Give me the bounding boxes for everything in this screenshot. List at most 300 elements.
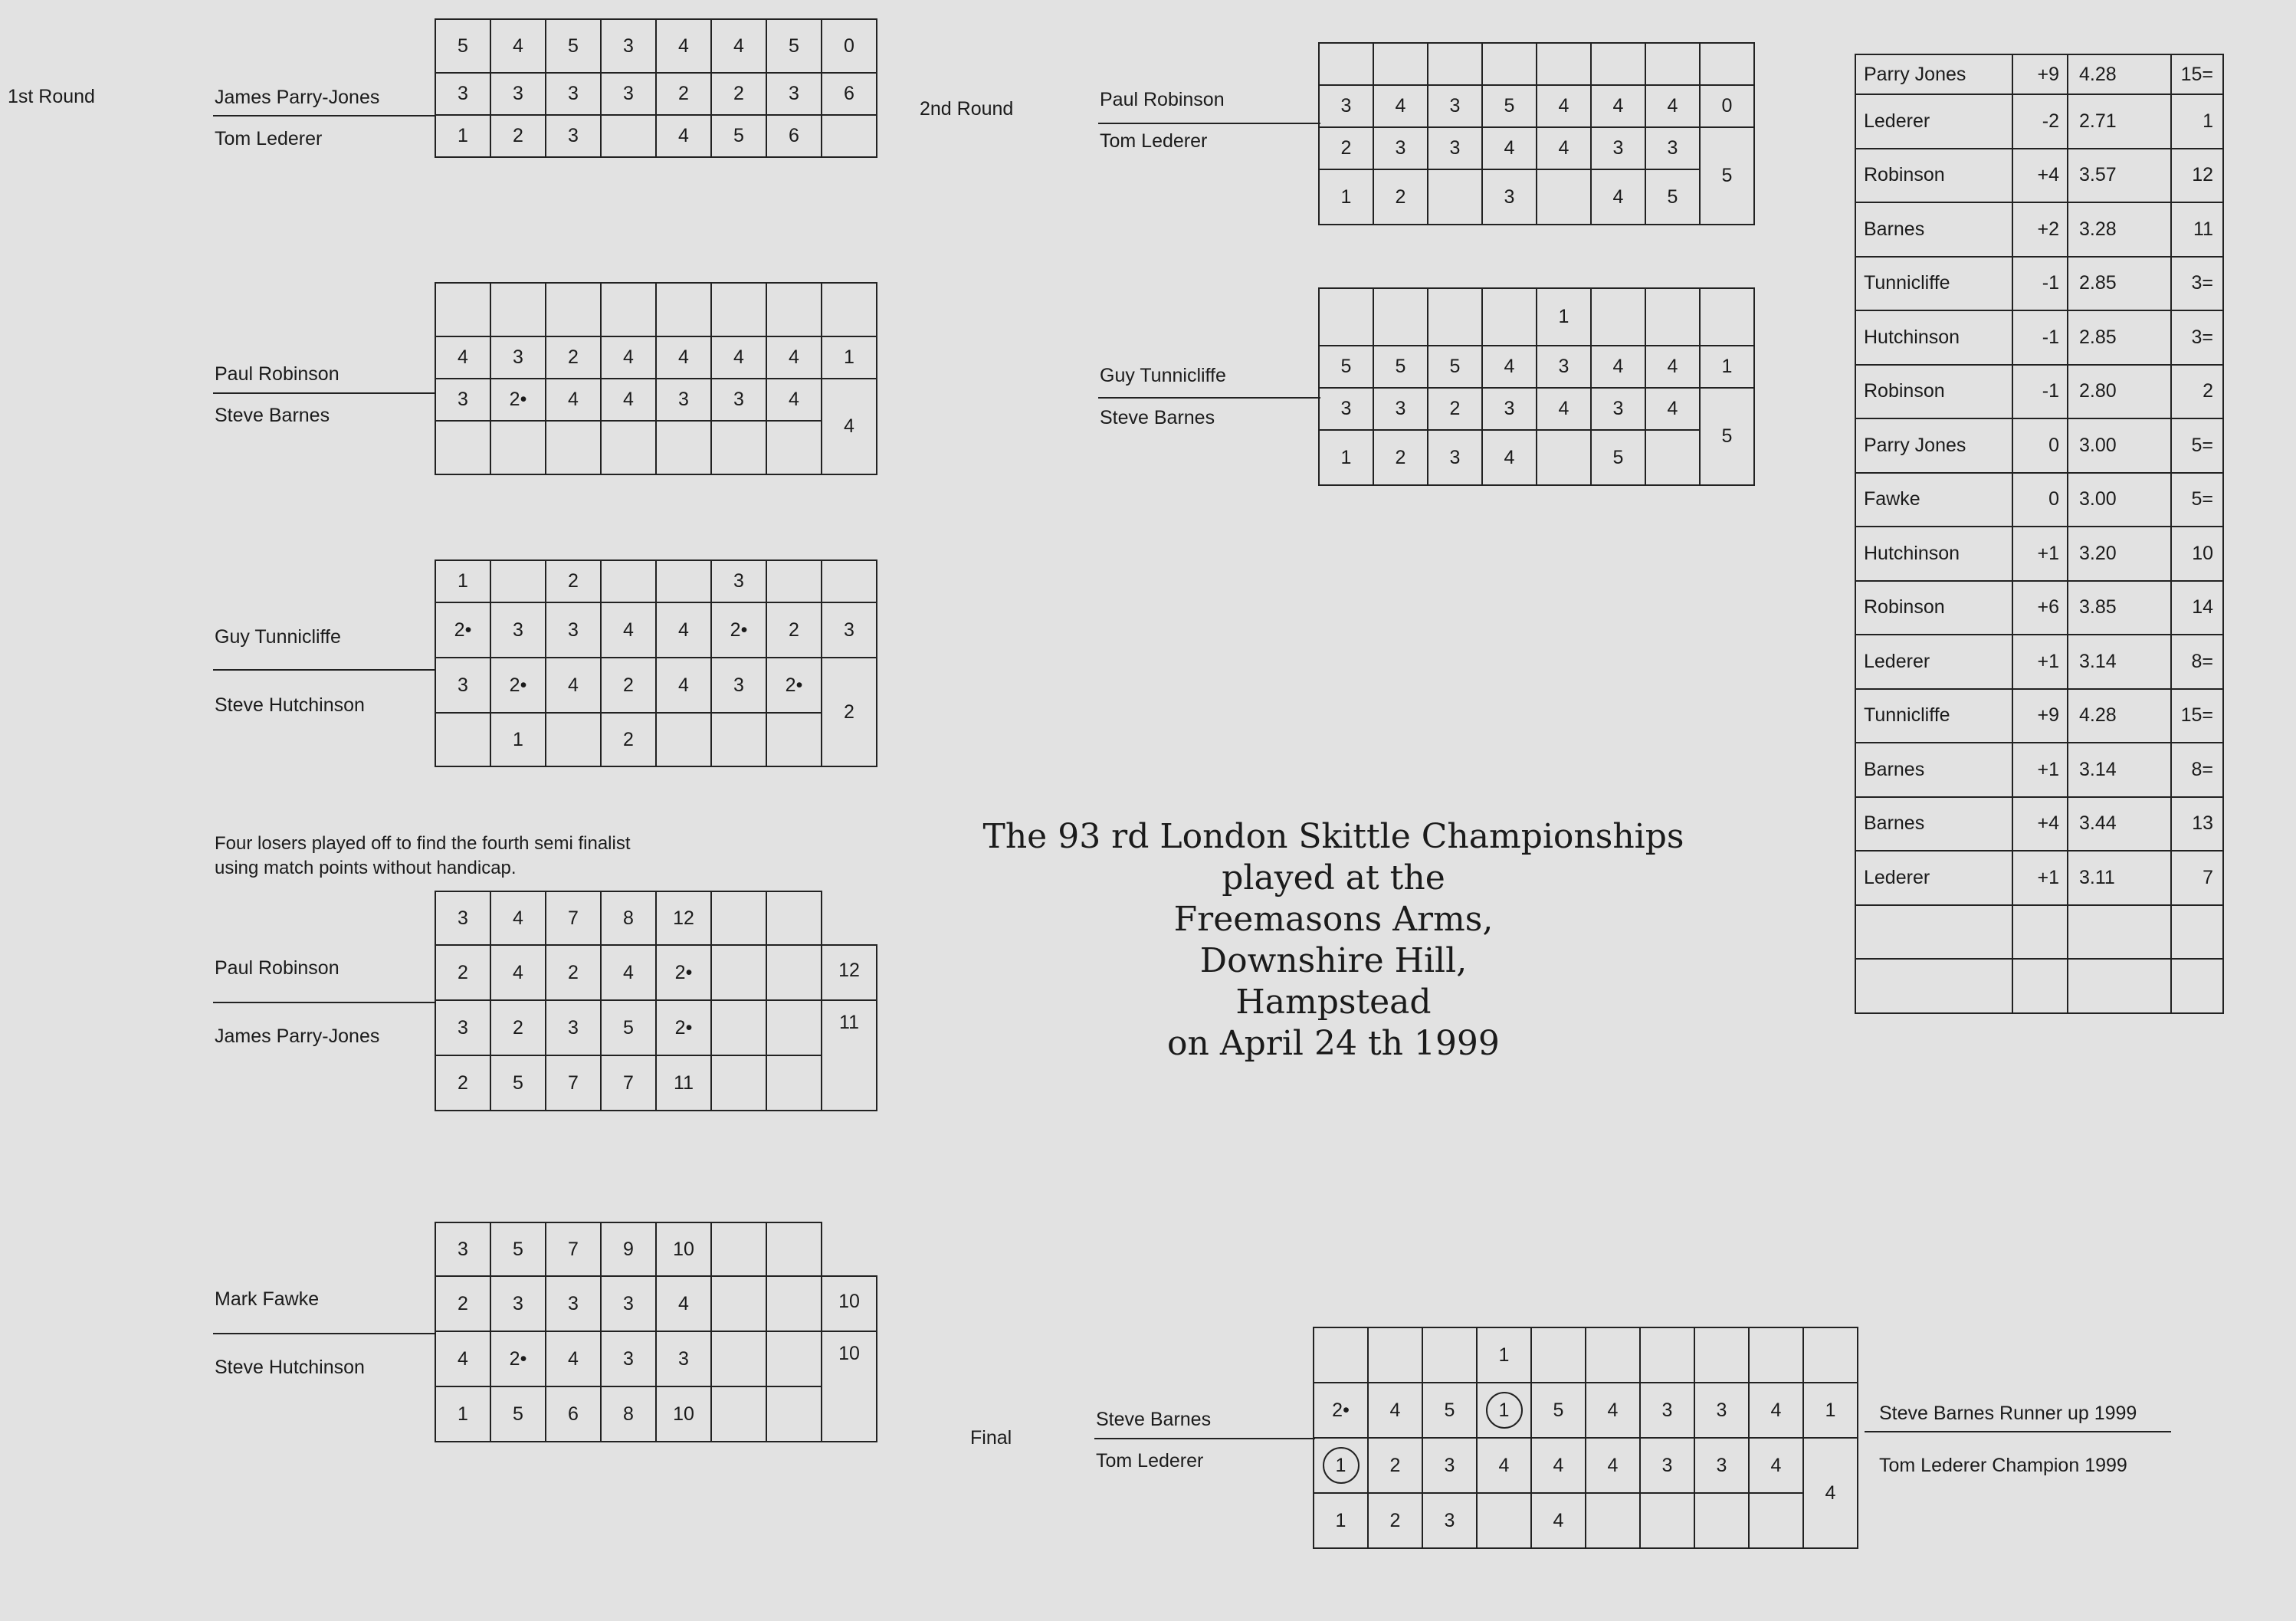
score-cell: 2 [656, 73, 711, 115]
score-cell [1422, 1327, 1477, 1383]
score-cell: 2 [435, 1055, 490, 1111]
score-cell: 1 [1537, 288, 1591, 346]
score-cell [1645, 43, 1700, 85]
score-cell [435, 283, 490, 336]
first-round-label: 1st Round [8, 86, 95, 107]
match2-player1: Paul Robinson [215, 363, 339, 385]
score-cell: 3 [1373, 388, 1428, 430]
score-cell [711, 1000, 766, 1055]
playoff2-player1: Mark Fawke [215, 1288, 320, 1310]
score-cell [490, 283, 546, 336]
standings-cell: 15= [2171, 689, 2223, 743]
standings-cell: +9 [2012, 689, 2068, 743]
score-cell [1319, 43, 1373, 85]
standings-cell: 3.20 [2068, 527, 2171, 581]
r2match2-divider [1098, 397, 1320, 399]
score-cell: 3 [490, 1276, 546, 1331]
score-cell: 2• [435, 602, 490, 658]
score-cell: 5 [711, 115, 766, 157]
score-cell [1749, 1493, 1803, 1548]
r2match1-player1: Paul Robinson [1100, 89, 1225, 110]
table-row [1855, 310, 2223, 365]
second-round-label: 2nd Round [920, 98, 1014, 120]
score-cell: 3 [601, 19, 656, 73]
score-cell: 3 [435, 1222, 490, 1276]
score-cell [766, 421, 822, 474]
score-cell: 2 [435, 1276, 490, 1331]
score-cell: 2• [766, 658, 822, 713]
standings-cell: Fawke [1855, 473, 2012, 527]
score-cell: 2 [1373, 169, 1428, 225]
standings-cell: Robinson [1855, 365, 2012, 419]
score-cell: 2 [1368, 1493, 1422, 1548]
score-cell [1591, 288, 1645, 346]
score-cell: 4 [490, 891, 546, 945]
score-cell: 4 [766, 336, 822, 379]
score-cell: 4 [1531, 1493, 1586, 1548]
score-cell: 10 [656, 1386, 711, 1442]
table-row [1855, 635, 2223, 689]
score-cell: 4 [656, 658, 711, 713]
match2-player2: Steve Barnes [215, 405, 330, 426]
score-cell: 0 [822, 19, 877, 73]
score-cell [546, 421, 601, 474]
table-row [1855, 797, 2223, 852]
score-cell [822, 560, 877, 602]
score-cell: 2• [1314, 1383, 1368, 1438]
standings-cell [1855, 959, 2012, 1013]
score-cell: 1 [1319, 169, 1373, 225]
standings-cell: 14 [2171, 581, 2223, 635]
standings-cell: Lederer [1855, 851, 2012, 905]
score-cell: 5 [1482, 85, 1537, 127]
score-cell [656, 283, 711, 336]
score-cell: 3 [656, 379, 711, 421]
match2-scorecard [435, 282, 877, 475]
score-cell: 1 [1803, 1383, 1858, 1438]
score-cell: 4 [711, 336, 766, 379]
score-cell [766, 1222, 822, 1276]
score-cell: 3 [1591, 388, 1645, 430]
score-cell: 1 [435, 1386, 490, 1442]
score-cell: 4 [1803, 1438, 1858, 1548]
standings-cell: -1 [2012, 365, 2068, 419]
score-cell: 3 [1428, 430, 1482, 485]
score-cell: 4 [546, 1331, 601, 1386]
score-cell: 4 [601, 602, 656, 658]
match3-scorecard [435, 559, 877, 767]
standings-cell: Tunnicliffe [1855, 257, 2012, 311]
score-cell [546, 283, 601, 336]
score-cell: 2• [656, 1000, 711, 1055]
score-cell: 4 [1749, 1383, 1803, 1438]
score-cell: 4 [1591, 169, 1645, 225]
standings-cell: 2 [2171, 365, 2223, 419]
score-cell: 3 [1482, 169, 1537, 225]
standings-cell: 2.85 [2068, 310, 2171, 365]
championship-title: The 93 rd London Skittle Championships played at the Freemasons Arms, Downshire Hill, Hampstead on April 24 th 1999 [982, 817, 1684, 1063]
score-cell: 2 [601, 658, 656, 713]
standings-cell: Parry Jones [1855, 418, 2012, 473]
score-cell: 3 [435, 658, 490, 713]
standings-cell: 15= [2171, 54, 2223, 94]
score-cell: 4 [546, 658, 601, 713]
standings-cell: 3.14 [2068, 635, 2171, 689]
score-cell [490, 421, 546, 474]
score-cell: 4 [1482, 430, 1537, 485]
score-cell: 7 [546, 1055, 601, 1111]
score-cell [1537, 43, 1591, 85]
score-cell: 4 [490, 945, 546, 1000]
score-cell [766, 560, 822, 602]
score-cell: 4 [1537, 388, 1591, 430]
score-cell: 2 [601, 713, 656, 766]
score-cell [435, 713, 490, 766]
standings-cell: Robinson [1855, 149, 2012, 203]
standings-cell: Lederer [1855, 635, 2012, 689]
playoff1-player2: James Parry-Jones [215, 1025, 380, 1047]
score-cell: 12 [656, 891, 711, 945]
score-cell: 4 [1531, 1438, 1586, 1493]
score-cell [711, 1222, 766, 1276]
score-cell: 9 [601, 1222, 656, 1276]
standings-cell: 3.00 [2068, 418, 2171, 473]
standings-cell: -1 [2012, 257, 2068, 311]
score-cell: 3 [1645, 127, 1700, 169]
standings-cell: 4.28 [2068, 689, 2171, 743]
standings-cell: +4 [2012, 149, 2068, 203]
score-cell: 4 [601, 945, 656, 1000]
score-cell: 2 [546, 336, 601, 379]
standings-cell: 8= [2171, 743, 2223, 797]
table-row [1855, 202, 2223, 257]
score-cell: 8 [601, 891, 656, 945]
score-cell [1319, 288, 1373, 346]
score-cell: 7 [601, 1055, 656, 1111]
score-cell: 10 [822, 1276, 877, 1331]
standings-cell: 3.14 [2068, 743, 2171, 797]
standings-cell: Tunnicliffe [1855, 689, 2012, 743]
match1-player2: Tom Lederer [215, 128, 323, 149]
score-cell [711, 283, 766, 336]
standings-cell: -2 [2012, 94, 2068, 149]
score-cell [1477, 1493, 1531, 1548]
standings-cell: 7 [2171, 851, 2223, 905]
standings-cell: 4.28 [2068, 54, 2171, 94]
playoff2-player2: Steve Hutchinson [215, 1357, 365, 1378]
score-cell: 4 [546, 379, 601, 421]
score-cell: 3 [601, 73, 656, 115]
score-cell: 2• [711, 602, 766, 658]
score-cell: 3 [546, 602, 601, 658]
score-cell [1428, 169, 1482, 225]
final-player2: Tom Lederer [1096, 1450, 1204, 1472]
score-cell [601, 283, 656, 336]
match2-divider [213, 392, 435, 394]
score-cell [1373, 43, 1428, 85]
r2match1-divider [1098, 123, 1320, 124]
standings-cell: -1 [2012, 310, 2068, 365]
standings-cell: 3= [2171, 310, 2223, 365]
standings-cell: Hutchinson [1855, 527, 2012, 581]
score-cell: 2 [766, 602, 822, 658]
score-cell: 5 [1373, 346, 1428, 388]
standings-cell: Hutchinson [1855, 310, 2012, 365]
score-cell: 3 [601, 1331, 656, 1386]
score-cell: 2 [546, 560, 601, 602]
score-cell [1477, 1383, 1531, 1438]
score-cell: 5 [546, 19, 601, 73]
score-cell: 2 [546, 945, 601, 1000]
score-cell [1537, 430, 1591, 485]
score-cell [766, 1276, 822, 1331]
score-cell [766, 1331, 822, 1386]
score-cell: 10 [822, 1331, 877, 1442]
score-cell: 4 [1586, 1383, 1640, 1438]
table-row [1855, 473, 2223, 527]
score-cell [546, 713, 601, 766]
score-cell: 4 [1537, 127, 1591, 169]
r2match2-player2: Steve Barnes [1100, 407, 1215, 428]
score-cell: 1 [1700, 346, 1754, 388]
score-cell [601, 421, 656, 474]
score-cell: 3 [1422, 1493, 1477, 1548]
score-cell: 4 [1368, 1383, 1422, 1438]
standings-cell: +6 [2012, 581, 2068, 635]
score-cell [766, 1386, 822, 1442]
score-cell: 2 [490, 115, 546, 157]
score-cell: 7 [546, 1222, 601, 1276]
score-cell [1645, 430, 1700, 485]
score-cell [822, 283, 877, 336]
score-cell: 3 [711, 560, 766, 602]
score-cell: 3 [766, 73, 822, 115]
final-label: Final [970, 1427, 1012, 1449]
table-row [1855, 149, 2223, 203]
score-cell: 3 [822, 602, 877, 658]
r2match1-scorecard [1318, 42, 1755, 225]
score-cell: 3 [1422, 1438, 1477, 1493]
match3-player1: Guy Tunnicliffe [215, 626, 341, 648]
standings-cell: +1 [2012, 527, 2068, 581]
score-cell: 3 [656, 1331, 711, 1386]
score-cell: 1 [435, 560, 490, 602]
score-cell: 4 [656, 336, 711, 379]
score-cell: 4 [1477, 1438, 1531, 1493]
score-cell: 5 [601, 1000, 656, 1055]
score-cell: 4 [766, 379, 822, 421]
final-player1: Steve Barnes [1096, 1409, 1212, 1430]
score-cell: 4 [1586, 1438, 1640, 1493]
score-cell [1700, 288, 1754, 346]
score-cell: 3 [1319, 85, 1373, 127]
score-cell: 1 [822, 336, 877, 379]
score-cell: 3 [601, 1276, 656, 1331]
score-cell: 3 [1537, 346, 1591, 388]
score-cell: 5 [1428, 346, 1482, 388]
score-cell [1645, 288, 1700, 346]
score-cell: 5 [1700, 127, 1754, 225]
score-cell: 3 [711, 379, 766, 421]
score-cell: 3 [435, 1000, 490, 1055]
match1-player1: James Parry-Jones [215, 87, 380, 108]
playoff-note: Four losers played off to find the fourth semi finalist using match points without handicap. [215, 833, 631, 878]
standings-cell: 11 [2171, 202, 2223, 257]
standings-cell: Barnes [1855, 743, 2012, 797]
score-cell: 5 [1422, 1383, 1477, 1438]
score-cell: 4 [656, 115, 711, 157]
standings-cell: 8= [2171, 635, 2223, 689]
table-row [1855, 365, 2223, 419]
standings-cell: 3= [2171, 257, 2223, 311]
score-cell: 2 [1373, 430, 1428, 485]
match1-scorecard [435, 18, 877, 158]
score-cell: 2 [822, 658, 877, 766]
match3-player2: Steve Hutchinson [215, 694, 365, 716]
score-cell: 3 [1591, 127, 1645, 169]
standings-cell: +1 [2012, 851, 2068, 905]
table-row [1855, 959, 2223, 1013]
score-cell [656, 560, 711, 602]
table-row [1855, 743, 2223, 797]
score-cell [1586, 1493, 1640, 1548]
score-cell [1428, 288, 1482, 346]
standings-cell: Barnes [1855, 202, 2012, 257]
score-cell: 4 [656, 19, 711, 73]
score-cell: 11 [656, 1055, 711, 1111]
score-cell: 3 [1373, 127, 1428, 169]
score-cell: 1 [1319, 430, 1373, 485]
score-cell: 4 [822, 379, 877, 474]
score-cell: 2• [490, 379, 546, 421]
score-cell: 2• [490, 1331, 546, 1386]
score-cell: 1 [1314, 1493, 1368, 1548]
standings-cell: 0 [2012, 473, 2068, 527]
table-row [1855, 905, 2223, 960]
table-row [1855, 851, 2223, 905]
playoff1-scorecard [435, 891, 877, 1111]
score-cell: 4 [1645, 388, 1700, 430]
standings-cell: Parry Jones [1855, 54, 2012, 94]
score-cell: 3 [1640, 1383, 1694, 1438]
score-cell: 2 [1368, 1438, 1422, 1493]
score-cell: 4 [1591, 346, 1645, 388]
standings-cell: Barnes [1855, 797, 2012, 852]
score-cell: 5 [1700, 388, 1754, 485]
score-cell [766, 283, 822, 336]
score-cell [1586, 1327, 1640, 1383]
playoff2-divider [213, 1333, 435, 1334]
final-scorecard [1313, 1327, 1858, 1549]
score-cell [656, 713, 711, 766]
score-cell [766, 891, 822, 945]
score-cell [1428, 43, 1482, 85]
score-cell [766, 713, 822, 766]
champion-text: Tom Lederer Champion 1999 [1879, 1455, 2127, 1476]
score-cell [1694, 1493, 1749, 1548]
score-cell [435, 421, 490, 474]
standings-cell: +1 [2012, 635, 2068, 689]
table-row [1855, 581, 2223, 635]
score-cell: 5 [1645, 169, 1700, 225]
score-cell: 3 [435, 73, 490, 115]
score-cell: 2 [711, 73, 766, 115]
score-cell [1700, 43, 1754, 85]
score-cell: 4 [656, 602, 711, 658]
score-cell [711, 1386, 766, 1442]
score-cell: 4 [1645, 346, 1700, 388]
score-cell: 7 [546, 891, 601, 945]
score-cell: 1 [490, 713, 546, 766]
score-cell [766, 1000, 822, 1055]
playoff1-divider [213, 1002, 435, 1003]
score-cell: 1 [1477, 1327, 1531, 1383]
r2match2-player1: Guy Tunnicliffe [1100, 365, 1226, 386]
score-cell: 3 [1428, 127, 1482, 169]
r2match2-scorecard [1318, 287, 1755, 486]
circled-score: 1 [1323, 1447, 1360, 1484]
score-cell: 0 [1700, 85, 1754, 127]
score-cell: 3 [711, 658, 766, 713]
score-cell: 5 [435, 19, 490, 73]
score-cell [1373, 288, 1428, 346]
score-cell: 4 [656, 1276, 711, 1331]
table-row [1855, 418, 2223, 473]
standings-cell: 2.85 [2068, 257, 2171, 311]
final-divider [1094, 1438, 1315, 1439]
score-cell [1640, 1327, 1694, 1383]
table-row [1855, 689, 2223, 743]
score-cell: 4 [1373, 85, 1428, 127]
score-cell [1482, 288, 1537, 346]
score-cell [711, 713, 766, 766]
score-cell [1803, 1327, 1858, 1383]
standings-cell: 13 [2171, 797, 2223, 852]
score-cell: 3 [435, 379, 490, 421]
standings-cell [1855, 905, 2012, 960]
standings-cell: 3.11 [2068, 851, 2171, 905]
score-cell [766, 1055, 822, 1111]
score-cell: 3 [490, 73, 546, 115]
score-cell [711, 1276, 766, 1331]
score-cell: 1 [435, 115, 490, 157]
standings-cell: 2.80 [2068, 365, 2171, 419]
score-cell: 5 [1319, 346, 1373, 388]
score-cell [711, 1331, 766, 1386]
score-cell: 4 [1645, 85, 1700, 127]
score-cell [1749, 1327, 1803, 1383]
standings-cell: 3.57 [2068, 149, 2171, 203]
score-cell: 10 [656, 1222, 711, 1276]
score-cell: 3 [546, 73, 601, 115]
score-cell: 4 [1482, 346, 1537, 388]
match3-divider [213, 669, 435, 671]
standings-cell: 0 [2012, 418, 2068, 473]
standings-cell [2012, 959, 2068, 1013]
score-cell: 5 [1531, 1383, 1586, 1438]
score-cell: 2 [1428, 388, 1482, 430]
standings-cell: 3.00 [2068, 473, 2171, 527]
score-cell: 4 [490, 19, 546, 73]
score-cell: 5 [1591, 430, 1645, 485]
score-cell [601, 560, 656, 602]
standings-cell [2012, 905, 2068, 960]
score-cell: 3 [1694, 1383, 1749, 1438]
score-cell: 6 [766, 115, 822, 157]
score-cell [766, 945, 822, 1000]
standings-cell: +9 [2012, 54, 2068, 94]
standings-cell: 1 [2171, 94, 2223, 149]
